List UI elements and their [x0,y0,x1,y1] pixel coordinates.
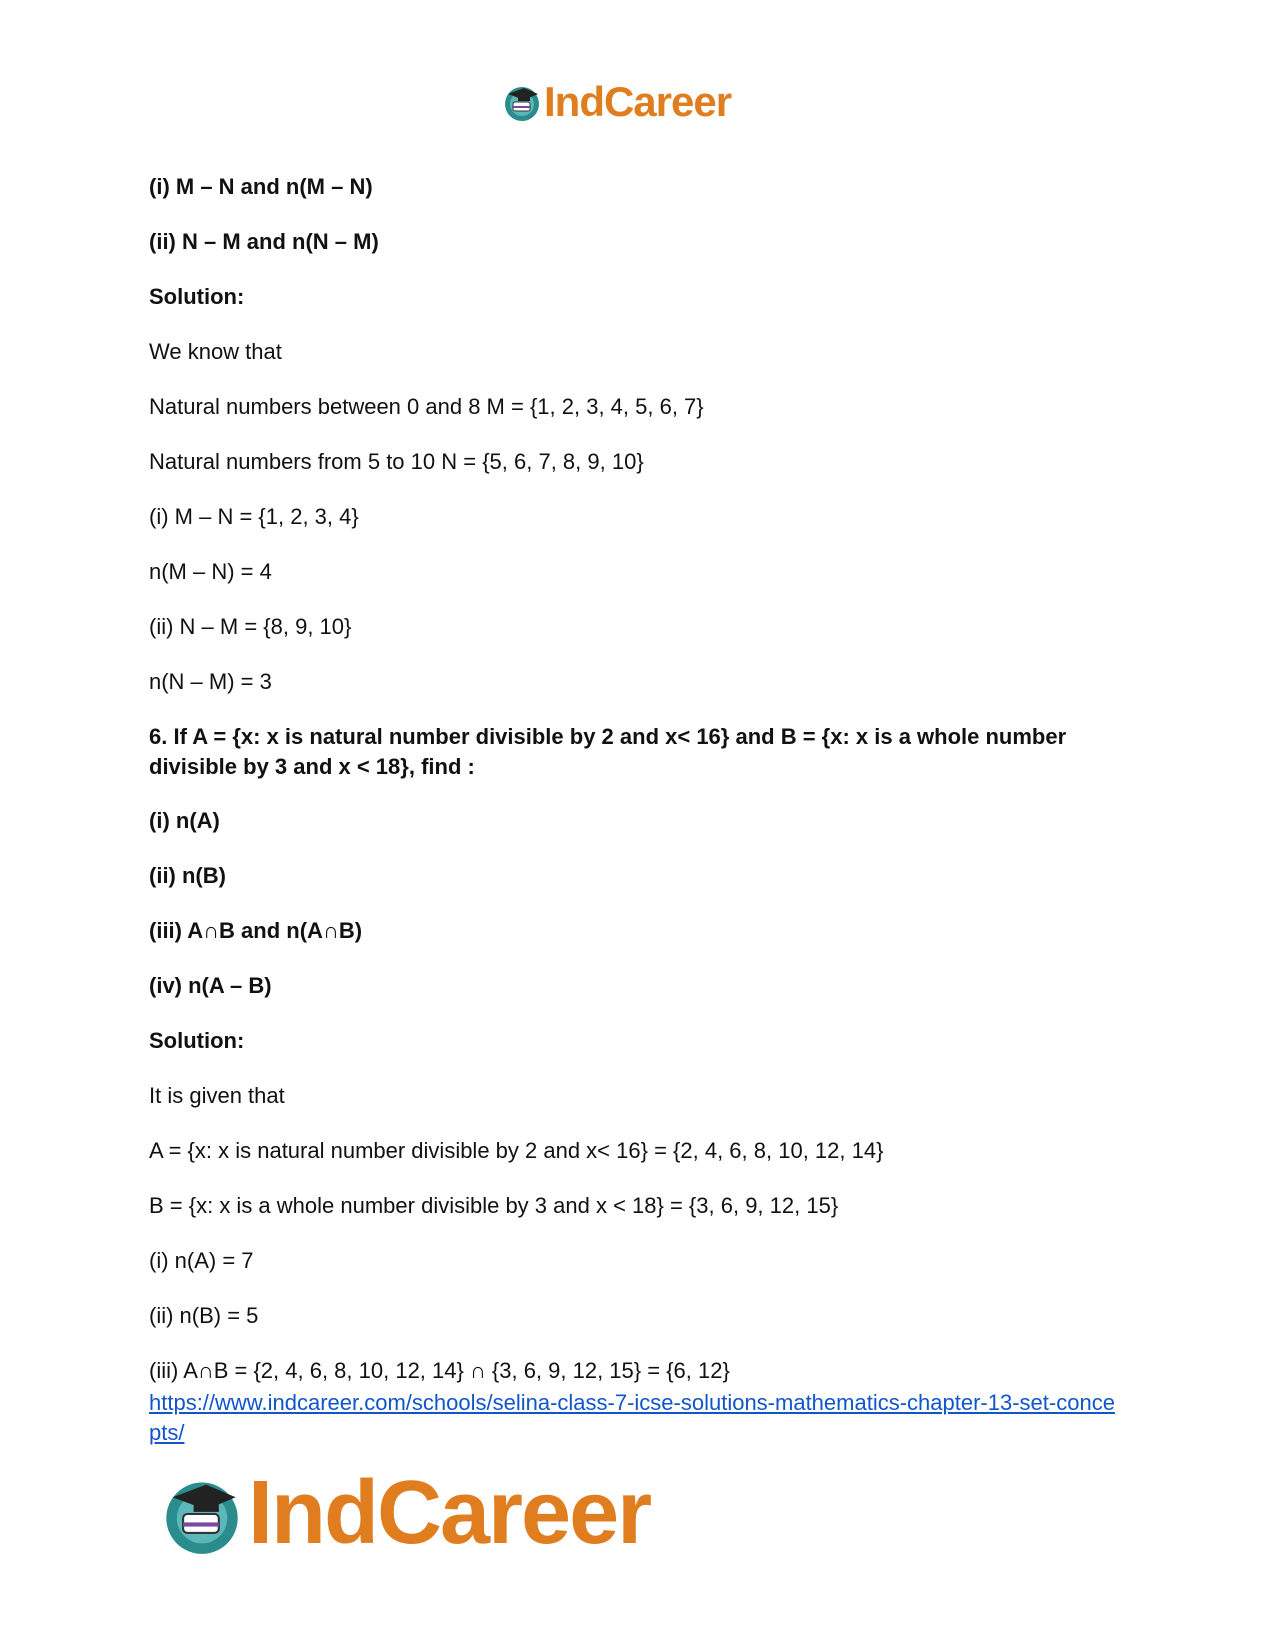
document-body [149,172,1129,1448]
question-part-ii: (ii) n(B) [149,863,226,888]
question-part-iv: (iv) n(A – B) [149,973,272,998]
graduation-cap-icon [160,1472,244,1556]
solution-line: (ii) N – M = {8, 9, 10} [149,614,352,639]
solution-line: Natural numbers between 0 and 8 M = {1, 2, 3, 4, 5, 6, 7} [149,394,704,419]
solution-line: B = {x: x is a whole number divisible by 3 and x < 18} = {3, 6, 9, 12, 15} [149,1193,839,1218]
question-part-iii: (iii) A∩B and n(A∩B) [149,918,363,943]
footer-logo [160,1462,650,1565]
solution-line: (iii) A∩B = {2, 4, 6, 8, 10, 12, 14} ∩ {3, 6, 9, 12, 15} = {6, 12} [149,1358,730,1383]
question-part-i: (i) M – N and n(M – N) [149,174,373,199]
logo-wordmark: IndCareer [544,78,732,125]
solution-line: (ii) n(B) = 5 [149,1303,259,1328]
solution-line: It is given that [149,1083,285,1108]
logo-wordmark: IndCareer [248,1463,651,1563]
footer-link[interactable]: https://www.indcareer.com/schools/selina-class-7-icse-solutions-mathematics-chapter-13-set-concepts/ [149,1390,1115,1445]
question-part-ii: (ii) N – M and n(N – M) [149,229,379,254]
solution-line: (i) M – N = {1, 2, 3, 4} [149,504,359,529]
header-logo [502,78,731,126]
solution-line: We know that [149,339,282,364]
solution-line: n(N – M) = 3 [149,669,272,694]
solution-line: n(M – N) = 4 [149,559,272,584]
solution-heading: Solution: [149,284,245,309]
question-6: 6. If A = {x: x is natural number divisible by 2 and x< 16} and B = {x: x is a whole number divisible by 3 and x < 18}, find : [149,724,1067,779]
graduation-cap-icon [502,82,542,122]
question-part-i: (i) n(A) [149,808,220,833]
solution-line: Natural numbers from 5 to 10 N = {5, 6, 7, 8, 9, 10} [149,449,644,474]
solution-heading: Solution: [149,1028,245,1053]
solution-line: (i) n(A) = 7 [149,1248,254,1273]
solution-line: A = {x: x is natural number divisible by 2 and x< 16} = {2, 4, 6, 8, 10, 12, 14} [149,1138,884,1163]
